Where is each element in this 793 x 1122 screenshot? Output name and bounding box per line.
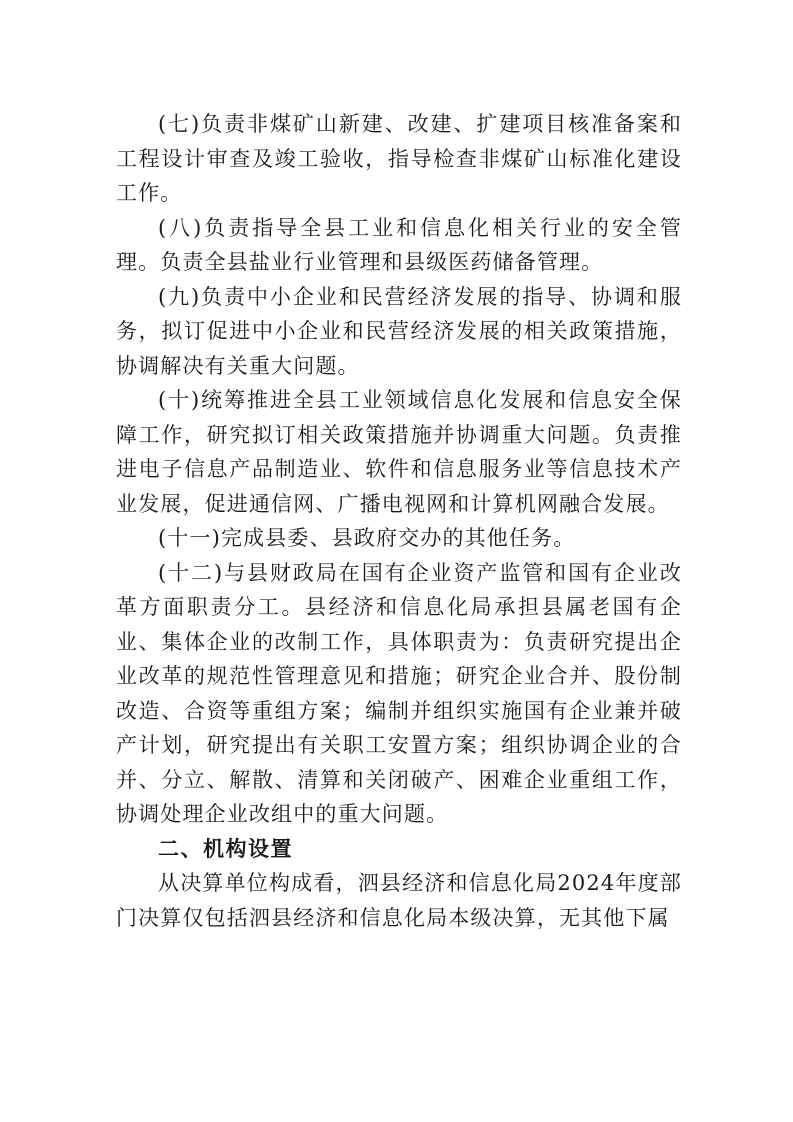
paragraph-item-12: (十二)与县财政局在国有企业资产监管和国有企业改革方面职责分工。县经济和信息化局承担县属老国有企业、集体企业的改制工作，具体职责为：负责研究提出企业改革的规范性管理意见和措施；研究企业合并、股份制改造、合资等重组方案；编制并组织实施国有企业兼并破产计划，研究提出有关职工安置方案；组织协调企业的合并、分立、解散、清算和关闭破产、困难企业重组工作，协调处理企业改组中的重大问题。 <box>116 560 682 826</box>
paragraph-item-11: (十一)完成县委、县政府交办的其他任务。 <box>158 526 576 550</box>
document-body <box>116 107 682 935</box>
paragraph-item-8: (八)负责指导全县工业和信息化相关行业的安全管理。负责全县盐业行业管理和县级医药储备管理。 <box>116 215 682 274</box>
section-heading: 二、机构设置 <box>158 836 293 861</box>
paragraph-item-10: (十)统筹推进全县工业领域信息化发展和信息安全保障工作，研究拟订相关政策措施并协调重大问题。负责推进电子信息产品制造业、软件和信息服务业等信息技术产业发展，促进通信网、广播电视网和计算机网融合发展。 <box>116 388 682 516</box>
paragraph-item-7: (七)负责非煤矿山新建、改建、扩建项目核准备案和工程设计审查及竣工验收，指导检查非煤矿山标准化建设工作。 <box>116 112 682 205</box>
closing-paragraph: 从决算单位构成看，泗县经济和信息化局2024年度部门决算仅包括泗县经济和信息化局本级决算，无其他下属 <box>116 871 682 930</box>
paragraph-item-9: (九)负责中小企业和民营经济发展的指导、协调和服务，拟订促进中小企业和民营经济发展的相关政策措施，协调解决有关重大问题。 <box>116 284 682 378</box>
